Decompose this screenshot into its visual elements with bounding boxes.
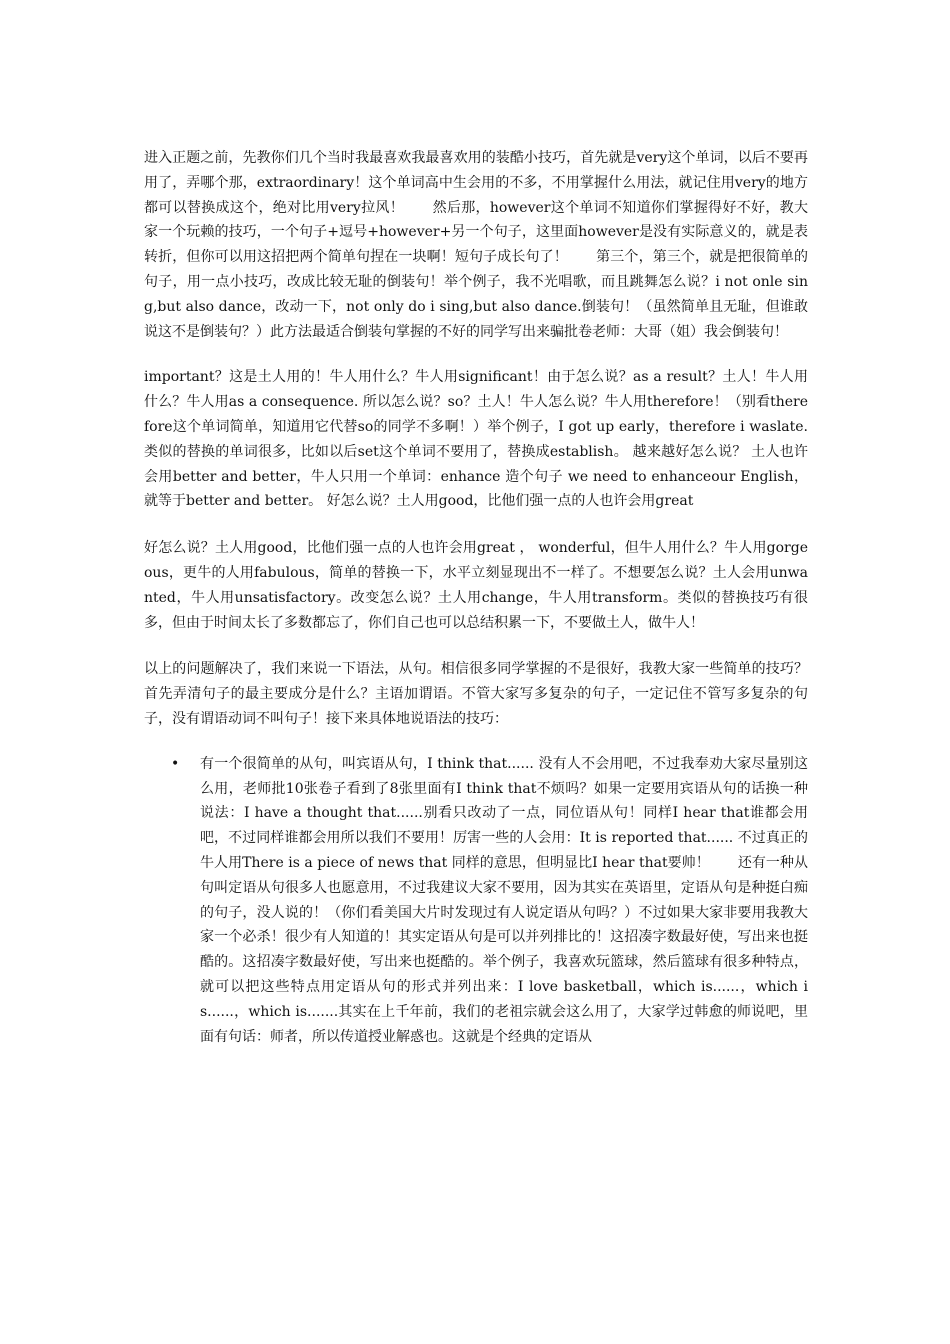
- list-item: [144, 752, 808, 1050]
- list-item-text: 有一个很简单的从句，叫宾语从句，I think that...... 没有人不会用吧，不过我奉劝大家尽量别这么用，老师批10张卷子看到了8张里面有I think that不烦吗？如果一定要用宾语从句的话换一种说法：I have a thought that......别看只改动了一点，同位语从句！同样I hear that谁都会用吧，不过同样谁都会用所以我们不要用！厉害一些的人会用：It is reported that...... 不过真正的牛人用There is a piece of news that 同样的意思，但明显比I hear that要帅！ 还有一种从句叫定语从句很多人也愿意用，不过我建议大家不要用，因为其实在英语里，定语从句是种挺白痴的句子，没人说的！（你们看美国大片时发现过有人说定语从句吗？）不过如果大家非要用我教大家一个必杀！很少有人知道的！其实定语从句是可以并列排比的！这招凑字数最好使，写出来也挺酷的。这招凑字数最好使，写出来也挺酷的。举个例子，我喜欢玩篮球，然后篮球有很多种特点，就可以把这些特点用定语从句的形式并列出来：I love basketball，which is......，which is......，which is.......其实在上千年前，我们的老祖宗就会这么用了，大家学过韩愈的师说吧，里面有句话：师者，所以传道授业解惑也。这就是个经典的定语从: [200, 755, 808, 1045]
- paragraph-word-replacement-continued: 好怎么说？土人用good，比他们强一点的人也许会用great ， wonderful，但牛人用什么？牛人用gorgeous，更牛的人用fabulous，简单的替换一下，水平立刻显现出不一样了。不想要怎么说？土人会用unwanted，牛人用unsatisfactory。改变怎么说？土人用change，牛人用transform。类似的替换技巧有很多，但由于时间太长了多数都忘了，你们自己也可以总结积累一下，不要做土人，做牛人！: [144, 540, 808, 631]
- bullet-list: [144, 752, 808, 1050]
- paragraph-grammar-intro: 以上的问题解决了，我们来说一下语法，从句。相信很多同学掌握的不是很好，我教大家一些简单的技巧？首先弄清句子的最主要成分是什么？主语加谓语。不管大家写多复杂的句子，一定记住不管写多复杂的句子，没有谓语动词不叫句子！接下来具体地说语法的技巧：: [144, 661, 808, 727]
- document-body: [144, 146, 808, 1049]
- paragraph-word-replacement: important？这是土人用的！牛人用什么？牛人用significant！由于怎么说？as a result？土人！牛人用什么？牛人用as a consequence. 所以怎么说？so？土人！牛人怎么说？牛人用therefore！（别看therefore这个单词简单，知道用它代替so的同学不多啊！）举个例子，I got up early，therefore i waslate. 类似的替换的单词很多，比如以后set这个单词不要用了，替换成establish。 越来越好怎么说？ 土人也许会用better and better，牛人只用一个单词：enhance 造个句子 we need to enhanceour English，就等于better and better。 好怎么说？土人用good，比他们强一点的人也许会用great: [144, 369, 808, 510]
- paragraph-tips-intro: 进入正题之前，先教你们几个当时我最喜欢我最喜欢用的装酷小技巧，首先就是very这个单词，以后不要再用了，弄哪个那，extraordinary！这个单词高中生会用的不多，不用掌握什么用法，就记住用very的地方都可以替换成这个，绝对比用very拉风！ 然后那，however这个单词不知道你们掌握得好不好，教大家一个玩赖的技巧，一个句子+逗号+however+另一个句子，这里面however是没有实际意义的，就是表转折，但你可以用这招把两个简单句捏在一块啊！短句子成长句了！ 第三个，第三个，就是把很简单的句子，用一点小技巧，改成比较无耻的倒装句！举个例子，我不光唱歌，而且跳舞怎么说？i not onle sing,but also dance，改动一下，not only do i sing,but also dance.倒装句！（虽然简单且无耻，但谁敢说这不是倒装句？）此方法最适合倒装句掌握的不好的同学写出来骗批卷老师：大哥（姐）我会倒装句！: [144, 150, 808, 340]
- bullet-dot-icon: •: [171, 755, 180, 772]
